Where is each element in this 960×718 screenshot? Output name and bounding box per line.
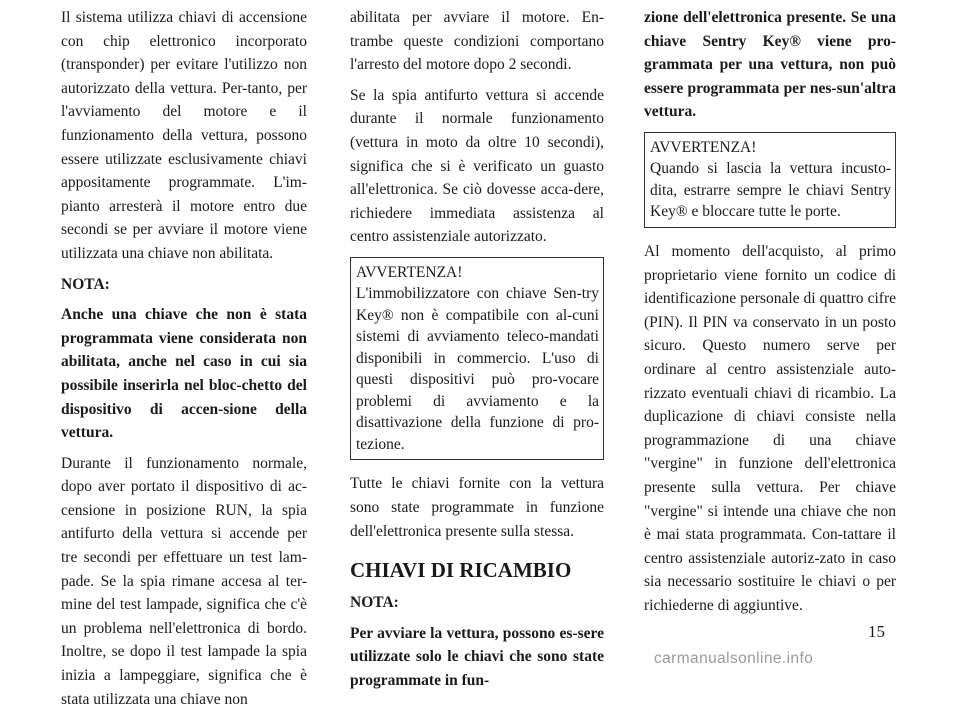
- paragraph-normal-operation: Durante il funzionamento normale, dopo aver portato il dispositivo di ac-censione in posizione RUN, la spia antifurto della vettura si accende per tre secondi per effettuare un test lam-pade. Se la spia rimane accesa al ter-mine del test lampade, significa che c'è un problema nell'elettronica di bordo. Inoltre, se dopo il test lampade la spia inizia a lampeggiare, significa che è stata utilizzata una chiave non: [61, 454, 307, 708]
- paragraph-engine-stop: abilitata per avviare il motore. En-trambe queste condizioni comportano l'arresto del motore dopo 2 secondi.: [350, 9, 604, 74]
- watermark: carmanualsonline.info: [654, 650, 814, 667]
- paragraph-transponder: Il sistema utilizza chiavi di accensione con chip elettronico incorporato (transponder) per evitare l'utilizzo non autorizzato della vettura. Per-tanto, per l'avviamento del motore e il funzionamento della vettura, possono essere utilizzate esclusivamente chiavi appositamente programmate. L'im-pianto arresterà il motore entro due secondi se per avviare il motore viene utilizzata una chiave non abilitata.: [61, 9, 307, 262]
- note-label: NOTA:: [350, 594, 399, 612]
- paragraph-theft-light: Se la spia antifurto vettura si accende durante il normale funzionamento (vettura in moto da oltre 10 secondi), significa che si è verificato un guasto all'elettronica. Se ciò dovesse acca-dere, richiedere immediata assistenza al centro assistenziale autorizzato.: [350, 86, 604, 246]
- warning-title: AVVERTENZA!: [356, 263, 463, 281]
- paragraph-keys-programmed: Tutte le chiavi fornite con la vettura sono state programmate in funzione dell'elettronica presente sulla stessa.: [350, 475, 604, 540]
- warning-box-unattended: [644, 132, 896, 228]
- column-right: [644, 6, 896, 624]
- column-left: [61, 6, 307, 718]
- note-text: Per avviare la vettura, possono es-sere utilizzate solo le chiavi che sono state programmate in fun-: [350, 624, 604, 689]
- note-text: Anche una chiave che non è stata programmata viene considerata non abilitata, anche nel caso in cui sia possibile inserirla nel bloc-chetto del dispositivo di accen-sione della vettura.: [61, 306, 307, 442]
- section-heading: CHIAVI DI RICAMBIO: [350, 558, 572, 583]
- warning-text: L'immobilizzatore con chiave Sen-try Key® non è compatibile con al-cuni sistemi di avviamento teleco-mandati disponibili in commercio. L'uso di questi dispositivi può pro-vocare problemi di avviamento e la disattivazione della funzione di pro-tezione.: [356, 285, 599, 453]
- column-middle: [350, 6, 604, 700]
- warning-box-immobilizer: [350, 257, 604, 461]
- note-label: NOTA:: [61, 275, 110, 293]
- page-number: 15: [868, 622, 885, 641]
- note-text-continued: zione dell'elettronica presente. Se una chiave Sentry Key® viene pro-grammata per una vettura, non può essere programmata per nes-sun'altra vettura.: [644, 9, 896, 121]
- warning-text: Quando si lascia la vettura incusto-dita, estrarre sempre le chiavi Sentry Key® e bloccare tutte le porte.: [650, 160, 891, 221]
- paragraph-pin-code: Al momento dell'acquisto, al primo proprietario viene fornito un codice di identificazione personale di quattro cifre (PIN). Il PIN va conservato in un posto sicuro. Questo numero serve per ordinare al centro assistenziale auto-rizzato eventuali chiavi di ricambio. La duplicazione di chiavi consiste nella programmazione di una chiave "vergine" in funzione dell'elettronica presente sulla vettura. Per chiave "vergine" si intende una chiave che non è mai stata programmata. Con-tattare il centro assistenziale autoriz-zato in caso sia necessario sostituire le chiavi o per richiederne di aggiuntive.: [644, 242, 896, 614]
- warning-title: AVVERTENZA!: [650, 138, 757, 156]
